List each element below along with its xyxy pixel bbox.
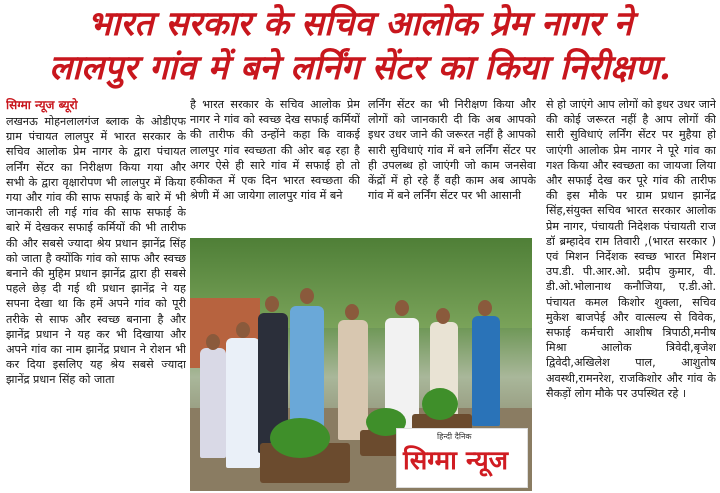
photo-person-head (436, 308, 450, 324)
article-column-3 (368, 97, 536, 237)
headline-line-1: भारत सरकार के सचिव आलोक प्रेम नागर ने (87, 4, 633, 44)
column-1-text: लखनऊ मोहनलालगंज ब्लाक के ओडीएफ ग्राम पंचायत लालपुर में भारत सरकार के सचिव आलोक प्रेम नागर के द्वारा पंचायत लर्निंग सेंटर का निरीक्षण किया गया और सभी के द्वारा वृक्षारोपण भी लालपुर में किया गया और गांव की साफ सफाई के बारे में भी जानकारी ली गई गांव की साफ सफाई के बारे में देखकर सफाई कर्मियों की भी तारीफ की और सबसे ज्यादा श्रेय प्रधान झानेंद्र सिंह को जाता है क्योंकि गांव को साफ और स्वच्छ बनाने की मुहिम प्रधान झानेंद्र द्वारा ही सबसे पहले छेड़ दी गई थी प्रधान झानेंद्र ने यह सपना देखा था कि हमें अपने गांव को पूरी तरीके से साफ और स्वच्छ बनाना है और झानेंद्र प्रधान ने यह कर भी दिखाया और अपने गांव का नाम झानेंद्र प्रधान ने रोशन भी कर दिया इसलिए यह श्रेय सबसे ज्यादा झानेंद्र प्रधान सिंह को जाता (6, 115, 186, 387)
headline (0, 0, 720, 92)
photo-person (338, 320, 368, 440)
logo-title: सिग्मा न्यूज (403, 446, 508, 476)
photo-person-head (345, 304, 359, 320)
photo-person-head (236, 322, 250, 338)
photo-person-head (300, 288, 314, 304)
photo-person-head (206, 334, 220, 350)
photo-person (200, 348, 226, 458)
photo-person (226, 338, 260, 468)
article-column-2 (190, 97, 360, 237)
headline-line-2: लालपुर गांव में बने लर्निंग सेंटर का किया निरीक्षण. (49, 48, 671, 88)
column-4-text: से हो जाएंगे आप लोगों को इधर उधर जाने की कोई जरूरत नहीं है आप लोगों की सारी सुविधाएं लर्निंग सेंटर पर मुहैया हो जाएंगी आलोक प्रेम नागर ने पूरे गांव का गश्त किया और स्वच्छता का जायजा लिया और सफाई देख कर पूरे गांव की तारीफ की इस मौके पर ग्राम प्रधान झानेंद्र सिंह,संयुक्त सचिव भारत सरकार आलोक प्रेम नागर, पंचायती निदेशक पंचायती राज डॉ ब्रम्हादेव राम तिवारी ,(भारत सरकार ) एवं मिशन निर्देशक स्वच्छ भारत मिशन उप.डी. पी.आर.ओ. प्रदीप कुमार, वी. डी.ओ.भोलानाथ कनौजिया, ए.डी.ओ. पंचायत कमल किशोर शुक्ला, सचिव मुकेश बाजपेई और वात्सल्य से विवेक, सफाई कर्मचारी आशीष त्रिपाठी,मनीष मिश्रा आलोक त्रिवेदी,बृजेश द्विवेदी,अखिलेश पाल, आशुतोष अवस्थी,रामनरेश, राजकिशोर और गांव के सैकड़ों लोग मौके पर उपस्थित रहे । (546, 98, 716, 400)
sigma-news-logo (396, 428, 528, 488)
column-2-text: है भारत सरकार के सचिव आलोक प्रेम नागर ने गांव को स्वच्छ देख सफाई कर्मियों की तारीफ की उन्होंने कहा कि वाकई लालपुर गांव स्वच्छता की ओर बढ़ रहा है अगर ऐसे ही सारे गांव में सफाई हो तो हकीकत में एक दिन भारत स्वच्छता की श्रेणी में आ जायेगा लालपुर गांव में बने (190, 98, 360, 203)
photo-person-head (395, 300, 409, 316)
photo-person (472, 316, 500, 426)
plant-leaves (422, 388, 458, 420)
byline: सिग्मा न्यूज ब्यूरो (6, 98, 78, 112)
article-column-4 (546, 97, 716, 491)
plant-leaves (270, 418, 330, 458)
photo-person-head (265, 296, 279, 312)
logo-subtitle: हिन्दी दैनिक (437, 432, 472, 441)
column-3-text: लर्निंग सेंटर का भी निरीक्षण किया और लोगों को जानकारी दी कि अब आपको इधर उधर जाने की जरूरत नहीं है आपको सारी सुविधाएं गांव में बने लर्निंग सेंटर पर ही उपलब्ध हो जाएंगी जो काम जनसेवा केंद्रों में हो रहे हैं वही काम अब आपके गांव में बने लर्निंग सेंटर पर भी आसानी (368, 98, 536, 203)
article-column-1 (6, 97, 186, 491)
photo-person-head (478, 300, 492, 316)
